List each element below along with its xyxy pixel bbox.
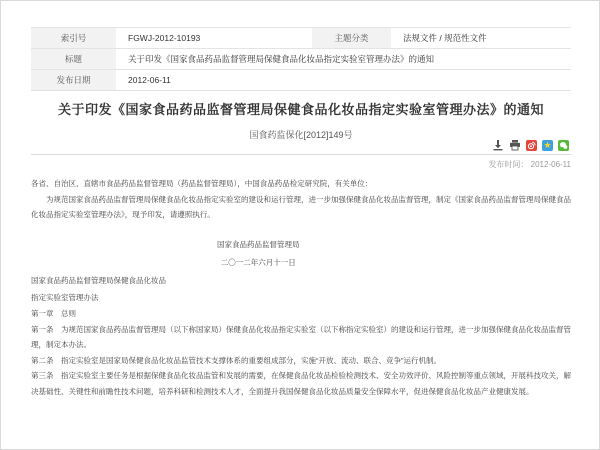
star-glyph: ★ (543, 139, 552, 150)
meta-category-value: 法规文件 / 规范性文件 (391, 28, 571, 49)
printer-icon[interactable] (509, 139, 521, 151)
share-wechat-icon[interactable] (558, 140, 569, 151)
meta-index-value: FGWJ-2012-10193 (116, 28, 312, 49)
meta-date-label: 发布日期 (31, 70, 116, 91)
signer: 国家食品药品监督管理局 (217, 239, 300, 249)
sign-date: 二〇一二年六月十一日 (220, 257, 296, 267)
publish-time: 发布时间： 2012-06-11 (488, 160, 571, 169)
toolbar (492, 139, 569, 151)
article-3: 第三条 指定实验室主要任务是根据保健食品化妆品监管和发展的需要，在保健食品化妆品检验检测技术、安全功效评价、风险控制等重点领域，开展科技攻关，解决基础性、关键性和前瞻性技术问题，培养科研和检测技术人才，全面提升我国保健食品化妆品质量安全保障水平，促进保健食品化妆品产业健康发展。 (31, 371, 571, 396)
signature-block (217, 236, 300, 272)
chapter-heading: 第一章 总则 (31, 308, 76, 318)
download-icon[interactable] (492, 139, 504, 151)
share-qzone-icon[interactable] (542, 140, 553, 151)
meta-index-label: 索引号 (31, 28, 116, 49)
share-weibo-icon[interactable] (526, 140, 537, 151)
doc-number: 国食药监保化[2012]149号 (249, 130, 353, 140)
article-1: 第一条 为规范国家食品药品监督管理局（以下称国家局）保健食品化妆品指定实验室（以下称指定实验室）的建设和运行管理，进一步加强保健食品化妆品监督管理，制定本办法。 (31, 324, 571, 349)
document-body (31, 176, 571, 399)
meta-category-label: 主题分类 (312, 28, 391, 49)
regulation-subtitle-line1: 国家食品药品监督管理局保健食品化妆品 (31, 275, 166, 285)
divider (31, 154, 571, 155)
meta-info-table (31, 27, 571, 91)
article-2: 第二条 指定实验室是国家局保健食品化妆品监管技术支撑体系的重要组成部分，实施“开放、流动、联合、竞争”运行机制。 (31, 355, 441, 365)
meta-date-value: 2012-06-11 (116, 70, 571, 91)
meta-title-value: 关于印发《国家食品药品监督管理局保健食品化妆品指定实验室管理办法》的通知 (116, 49, 571, 70)
salutation: 各省、自治区、直辖市食品药品监督管理局（药品监督管理局），中国食品药品检定研究院，有关单位： (31, 179, 373, 188)
intro-paragraph: 为规范国家食品药品监督管理局保健食品化妆品指定实验室的建设和运行管理，进一步加强保健食品化妆品监督管理，制定《国家食品药品监督管理局保健食品化妆品指定实验室管理办法》，现予印发，请遵照执行。 (31, 194, 571, 219)
page-title: 关于印发《国家食品药品监督管理局保健食品化妆品指定实验室管理办法》的通知 (57, 102, 544, 117)
regulation-subtitle-line2: 指定实验室管理办法 (31, 292, 99, 302)
meta-title-label: 标题 (31, 49, 116, 70)
